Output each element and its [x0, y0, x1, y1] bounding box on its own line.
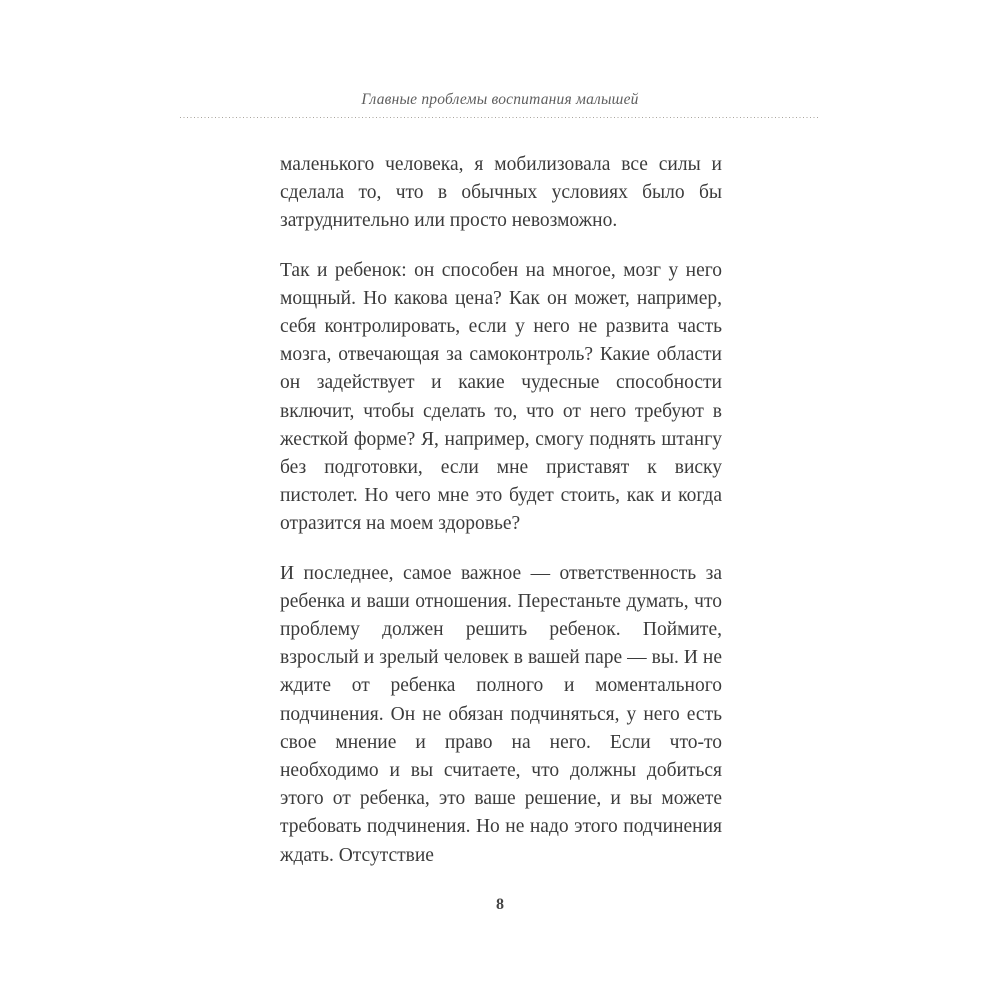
- text-block: [280, 151, 722, 891]
- paragraph: И последнее, самое важное — ответственность за ребенка и ваши отношения. Перестаньте думать, что проблему должен решить ребенок. Поймите, взрослый и зрелый человек в вашей паре — вы. И не ждите от ребенка полного и моментального подчинения. Он не обязан подчиняться, у него есть свое мнение и право на него. Если что-то необходимо и вы считаете, что должны добиться этого от ребенка, это ваше решение, и вы можете требовать подчинения. Но не надо этого подчинения ждать. Отсутствие: [280, 562, 722, 866]
- header-divider: [180, 117, 820, 119]
- paragraph: маленького человека, я мобилизовала все силы и сделала то, что в обычных условиях было бы затруднительно или просто невозможно.: [280, 154, 722, 232]
- running-header: Главные проблемы воспитания малышей: [361, 91, 639, 108]
- paragraph: Так и ребенок: он способен на многое, мозг у него мощный. Но какова цена? Как он может, например, себя контролировать, если у него не развита часть мозга, отвечающая за самоконтроль? Какие области он задействует и какие чудесные способности включит, чтобы сделать то, что от него требуют в жесткой форме? Я, например, смогу поднять штангу без подготовки, если мне приставят к виску пистолет. Но чего мне это будет стоить, как и когда отразится на моем здоровье?: [280, 259, 722, 535]
- page-number: 8: [496, 896, 504, 913]
